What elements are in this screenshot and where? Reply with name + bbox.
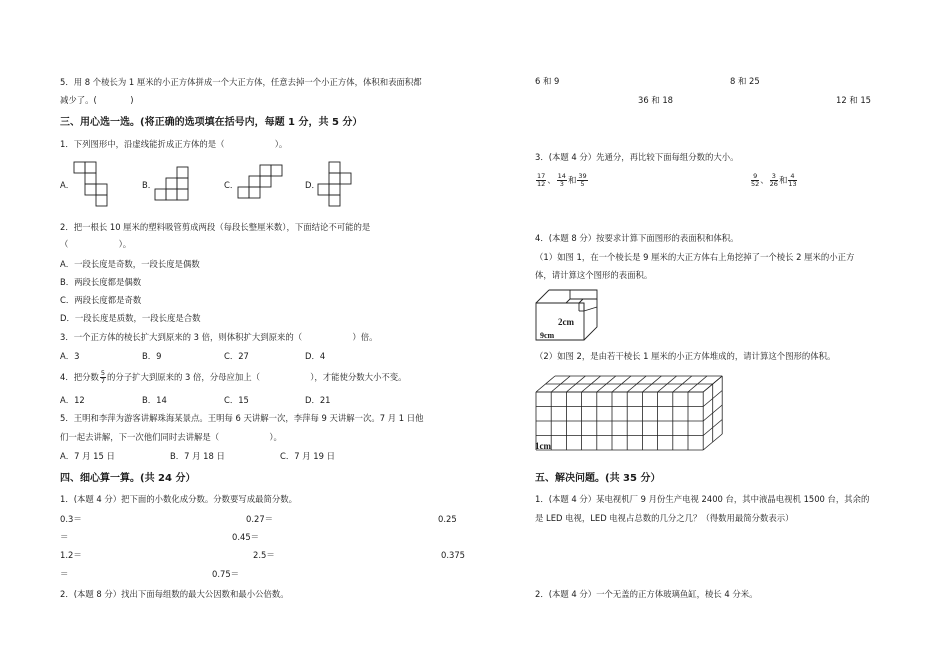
c1-option-b: B． — [142, 180, 157, 190]
calc-q4-part1-cont: 体，请计算这个图形的表面积。 — [535, 270, 653, 280]
fraction-numerator: 17 — [537, 172, 546, 180]
choice-question-1: 1．下列图形中，沿虚线能折成正方体的是（ ）。 — [60, 139, 288, 149]
c4-text-pre: 4．把分数 — [60, 372, 99, 382]
c4-option-c: C．15 — [224, 395, 249, 405]
problem-1-cont: 是 LED 电视，LED 电视占总数的几分之几？（得数用最简分数表示） — [535, 513, 794, 523]
net-diagram-a — [72, 160, 112, 210]
choice-question-5: 5．王明和李萍为游客讲解珠海某景点。王明每 6 天讲解一次，李萍每 9 天讲解一次。7 月 1 日他 — [60, 413, 424, 423]
c2-option-b: B．两段长度都是偶数 — [60, 277, 142, 287]
conjunction: 和 — [778, 175, 788, 185]
fraction-group-2 — [750, 170, 798, 190]
fraction-group-1 — [535, 170, 589, 190]
pair-6-9: 6 和 9 — [535, 76, 560, 86]
decimal-0-75: 0.75＝ — [212, 569, 240, 579]
net-diagram-b — [153, 165, 198, 205]
conjunction: 和 — [567, 175, 577, 185]
section-5-title: 五、解决问题。(共 35 分） — [535, 473, 661, 484]
c2-option-d: D．一段长度是质数，一段长度是合数 — [60, 313, 201, 323]
calc-question-2: 2．(本题 8 分）找出下面每组数的最大公因数和最小公倍数。 — [60, 589, 289, 599]
fraction-3-26 — [770, 173, 778, 188]
c4-option-b: B．14 — [142, 395, 167, 405]
decimal-2-5: 2.5＝ — [253, 550, 275, 560]
fraction-14-3 — [557, 173, 567, 188]
fraction-denominator: 3 — [559, 180, 564, 188]
decimal-0-375: 0.375 — [441, 550, 465, 560]
fraction-denominator: 5 — [580, 180, 585, 188]
figure-1-small-label: 2cm — [558, 317, 574, 327]
c4-text-post: 的分子扩大到原来的 3 倍，分母应加上（ ），才能使分数大小不变。 — [106, 372, 407, 382]
fraction-numerator: 4 — [788, 173, 796, 181]
figure-2-unit-label: 1cm — [535, 441, 551, 451]
c5-option-b: B．7 月 18 日 — [170, 451, 225, 461]
c1-option-c: C． — [224, 180, 239, 190]
c5-option-a: A．7 月 15 日 — [60, 451, 115, 461]
c4-option-a: A．12 — [60, 395, 85, 405]
fill-question-5-cont: 减少了。( ) — [60, 95, 134, 105]
separator: 、 — [547, 175, 556, 185]
fill-question-5: 5．用 8 个棱长为 1 厘米的小正方体拼成一个大正方体，任意去掉一个小正方体，体积和表面积都 — [60, 77, 422, 87]
pair-36-18: 36 和 18 — [638, 95, 674, 105]
net-diagram-d — [316, 160, 356, 208]
fraction-4-13 — [788, 173, 796, 188]
fraction-numerator: 14 — [557, 172, 566, 180]
fraction-denominator: 52 — [751, 180, 760, 188]
decimal-0-25-equals: ＝ — [60, 532, 69, 542]
c5-option-c: C．7 月 19 日 — [280, 451, 335, 461]
decimal-0-375-equals: ＝ — [60, 569, 69, 579]
choice-question-4 — [60, 370, 407, 385]
fraction-numerator: 39 — [578, 172, 587, 180]
problem-2: 2．(本题 4 分）一个无盖的正方体玻璃鱼缸，棱长 4 分米。 — [535, 589, 758, 599]
decimal-0-27: 0.27＝ — [246, 514, 274, 524]
c2-blank: （ ）。 — [60, 239, 132, 249]
c4-option-d: D．21 — [305, 395, 331, 405]
separator: 、 — [760, 175, 769, 185]
fraction-denominator: 12 — [537, 180, 546, 188]
calc-q4-part2: （2）如图 2，是由若干棱长 1 厘米的小正方体堆成的，请计算这个图形的体积。 — [535, 351, 836, 361]
problem-1: 1．(本题 4 分）某电视机厂 9 月份生产电视 2400 台，其中液晶电视机 1500 台，其余的 — [535, 494, 870, 504]
c4-fraction — [100, 370, 106, 385]
decimal-0-3: 0.3＝ — [60, 514, 82, 524]
fraction-numerator: 9 — [751, 173, 759, 181]
decimal-0-25: 0.25 — [438, 514, 457, 524]
c1-option-a: A． — [60, 180, 75, 190]
calc-question-3: 3．(本题 4 分）先通分，再比较下面每组分数的大小。 — [535, 152, 739, 162]
section-3-title: 三、用心选一选。(将正确的选项填在括号内，每题 1 分，共 5 分） — [60, 117, 363, 128]
calc-q4-part1: （1）如图 1，在一个棱长是 9 厘米的大正方体右上角挖掉了一个棱长 2 厘米的小正方 — [535, 252, 855, 262]
figure-2-stacked-cubes — [533, 372, 718, 454]
figure-1-big-label: 9cm — [540, 331, 555, 340]
calc-question-1: 1．(本题 4 分）把下面的小数化成分数。分数要写成最简分数。 — [60, 494, 297, 504]
pair-8-25: 8 和 25 — [730, 76, 760, 86]
c4-fraction-numerator: 5 — [100, 369, 105, 377]
decimal-0-45: 0.45＝ — [232, 532, 260, 542]
fraction-denominator: 13 — [788, 180, 797, 188]
choice-question-5-cont: 们一起去讲解，下一次他们同时去讲解是（ ）。 — [60, 432, 282, 442]
fraction-39-5 — [577, 173, 587, 188]
fraction-9-52 — [751, 173, 759, 188]
c2-option-c: C．两段长度都是奇数 — [60, 295, 142, 305]
calc-question-4: 4．(本题 8 分）按要求计算下面图形的表面积和体积。 — [535, 233, 739, 243]
decimal-1-2: 1.2＝ — [60, 550, 82, 560]
section-4-title: 四、细心算一算。(共 24 分） — [60, 473, 196, 484]
c2-option-a: A．一段长度是奇数，一段长度是偶数 — [60, 259, 200, 269]
c3-option-b: B．9 — [142, 351, 162, 361]
c1-option-d: D． — [305, 180, 320, 190]
fraction-numerator: 3 — [770, 173, 778, 181]
c3-option-d: D．4 — [305, 351, 326, 361]
c3-option-c: C．27 — [224, 351, 249, 361]
c3-option-a: A．3 — [60, 351, 80, 361]
fraction-17-12 — [536, 173, 546, 188]
choice-question-2: 2．把一根长 10 厘米的塑料吸管剪成两段（每段长整厘米数），下面结论不可能的是 — [60, 222, 371, 232]
fraction-denominator: 26 — [769, 180, 778, 188]
net-diagram-c — [236, 163, 286, 205]
pair-12-15: 12 和 15 — [836, 95, 872, 105]
c4-fraction-denominator: 7 — [100, 377, 105, 385]
choice-question-3: 3．一个正方体的棱长扩大到原来的 3 倍，则体积扩大到原来的（ ）倍。 — [60, 332, 378, 342]
